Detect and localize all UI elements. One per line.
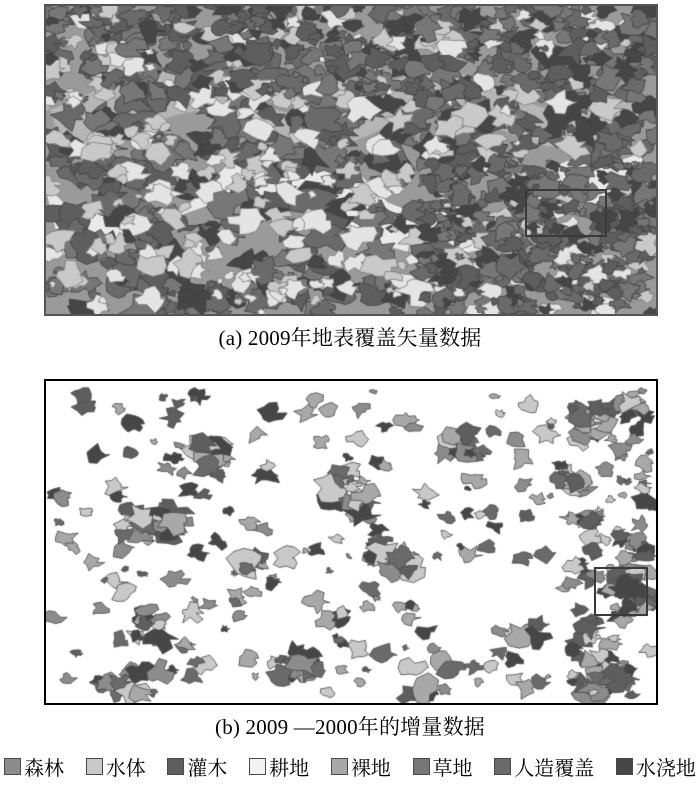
legend-item-grassland	[413, 752, 473, 781]
legend-swatch-cropland	[249, 758, 266, 775]
legend-swatch-grassland	[413, 758, 430, 775]
legend-swatch-bareland	[331, 758, 348, 775]
map-canvas-b	[46, 381, 656, 703]
roi-rectangle-b	[594, 567, 648, 616]
legend-label-shrub: 灌木	[187, 758, 228, 780]
legend-item-cropland	[249, 752, 309, 781]
map-panel-b	[44, 379, 658, 705]
legend-swatch-artificial	[494, 758, 511, 775]
legend-label-artificial: 人造覆盖	[514, 758, 595, 780]
legend-swatch-forest	[4, 758, 21, 775]
legend-item-artificial	[494, 752, 594, 781]
legend-item-irrigated	[616, 752, 696, 781]
legend-item-forest	[4, 752, 64, 781]
legend-label-cropland: 耕地	[269, 758, 310, 780]
map-canvas-a	[46, 6, 656, 314]
legend-swatch-shrub	[167, 758, 184, 775]
caption-b: (b) 2009 —2000年的增量数据	[215, 715, 485, 739]
caption-a: (a) 2009年地表覆盖矢量数据	[218, 326, 482, 350]
legend-swatch-irrigated	[616, 758, 633, 775]
roi-rectangle-a	[525, 189, 607, 237]
legend-swatch-water	[86, 758, 103, 775]
legend-item-bareland	[331, 752, 391, 781]
map-panel-a	[44, 4, 658, 316]
legend-label-grassland: 草地	[432, 758, 473, 780]
legend-label-bareland: 裸地	[350, 758, 391, 780]
legend-item-water	[86, 752, 146, 781]
legend-label-irrigated: 水浇地	[635, 758, 696, 780]
legend-item-shrub	[167, 752, 227, 781]
legend-label-forest: 森林	[24, 758, 64, 780]
legend	[0, 752, 700, 781]
legend-label-water: 水体	[105, 758, 146, 780]
